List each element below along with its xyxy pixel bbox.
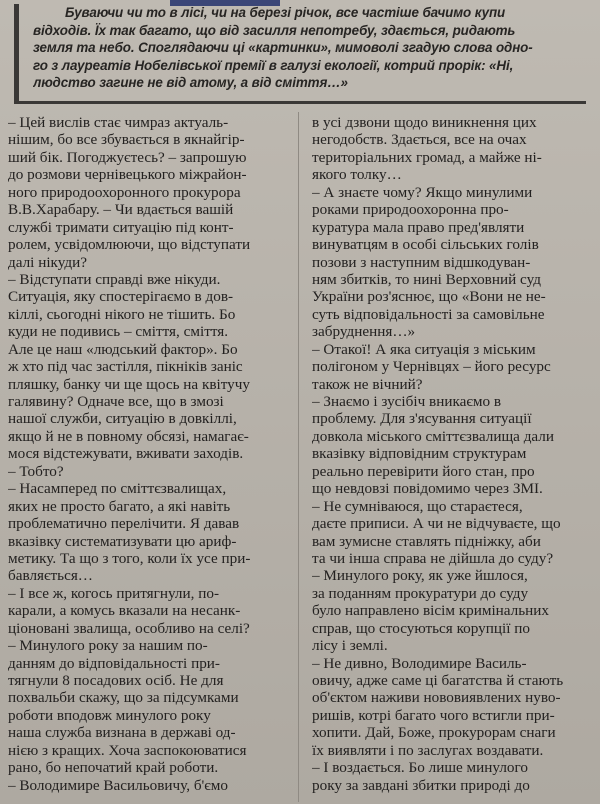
right-column-line: даєте приписи. А чи не відчуваєте, що [312,515,561,533]
left-column-line: ного природоохоронного прокурора [8,183,241,201]
left-column-line: мося відстежувати, вживати заходів. [8,445,244,463]
left-column-line: вказівку систематизувати цю ариф- [8,532,237,550]
left-column-line: – Відступати справді вже нікуди. [8,270,221,288]
left-column-line: тягнули 8 посадових осіб. Не для [8,672,224,689]
lead-paragraph [14,4,586,104]
right-column-line: лісу і землі. [312,637,388,655]
right-column-line: роками природоохоронна про- [312,201,509,219]
right-column-line: було направлено вісім кримінальних [312,602,550,620]
right-column-line: якого толку… [312,166,402,184]
left-column-line: нішим, бо все збувається в якнайгір- [8,131,245,149]
left-column-line: ролем, усвідомлюючи, що відступати [8,236,251,254]
right-column-line: – А знаєте чому? Якщо минулими [312,183,533,201]
left-column-line: карали, а комусь вказали на несанк- [8,602,241,620]
left-column-line: Але це наш «людський фактор». Бо [8,340,238,358]
right-column-line: куратура мала право пред'являти [312,218,525,236]
left-column-line: службі тримати ситуацію під конт- [8,218,234,236]
right-column-line: в усі дзвони щодо виникнення цих [312,114,537,131]
left-column-line: В.В.Харабару. – Чи вдається вашій [8,201,234,219]
left-column-line: – Цей вислів стає чимраз актуаль- [8,114,229,131]
right-column-line: ришів, котрі багато чого встигли при- [312,706,555,724]
lead-line: го з лауреатів Нобелівської премії в галузі екології, котрий прорік: «Ні, [33,57,514,73]
right-column-line: негодобств. Здається, все на очах [312,131,527,149]
right-column-line: вказівку відповідним структурам [312,445,527,463]
right-column-line: територіальних громад, а майже ні- [312,148,542,166]
right-column-line: суть відповідальності за самовільне [312,305,545,323]
left-column-line: похвальби скажу, що за підсумками [8,689,239,707]
left-column-line: ж хто під час застілля, пікніків заніс [8,358,243,376]
left-column-line: – І все ж, когось притягнули, по- [8,584,219,602]
left-column-line: метику. Та що з того, коли їх усе при- [8,549,251,567]
right-column-line: справ, що стосуються корупції по [312,619,530,637]
left-column-line: – Тобто? [8,462,64,480]
right-column [312,114,596,802]
left-column-line: наша служба визнана в державі од- [8,724,236,742]
left-column-line: данням до відповідальності при- [8,654,220,672]
right-column-line: року за завдані збитки природі до [312,776,530,794]
right-column-line: вам зумисне ставлять підніжку, аби [312,532,541,550]
right-column-line: також не вічний? [312,375,423,393]
left-column-line: проблематично перелічити. Я давав [8,515,240,533]
right-column-line: – І воздається. Бо лише минулого [312,759,528,777]
left-column-line: куди не подивись – сміття, сміття. [8,323,229,341]
left-column-line: пляшку, банку чи ще щось на квітучу [8,375,250,393]
column-divider [298,112,299,802]
right-column-line: за поданням прокуратури до суду [312,584,529,602]
left-column-line: нашої служби, ситуацію в довкіллі, [8,410,237,428]
left-column-line: рано, бо непочатий край роботи. [8,759,219,777]
right-column-line: що невдовзі повідомимо через ЗМІ. [312,480,543,498]
left-column-line: галявину? Одначе все, що в змозі [8,393,224,410]
left-column-line: якщо й не в повному обсязі, намагає- [8,427,249,445]
left-column-line: яких не просто багато, а які навіть [8,497,231,515]
left-column-line: далі нікуди? [8,253,87,271]
lead-line: людство загине не від атому, а від сміття…» [33,75,348,91]
right-column-line: – Минулого року, як уже йшлося, [312,567,528,585]
lead-line: Буваючи чи то в лісі, чи на березі річок, все частіше бачимо купи [65,5,506,20]
right-column-line: полігоном у Чернівцях – його ресурс [312,358,551,376]
right-column-line: та чи інша справа не дійшла до суду? [312,549,554,567]
left-column-line: Ситуація, яку спостерігаємо в дов- [8,288,234,306]
lead-line: відходів. Їх так багато, що від засилля непотребу, здається, ридають [33,22,516,38]
left-column-line: роботи вподовж минулого року [8,706,211,724]
right-column-line: хопити. Дай, Боже, прокурорам снаги [312,724,556,742]
right-column-line: реально перевірити його стан, про [312,462,535,480]
right-column-line: об'єктом наживи нововиявлених нуво- [312,689,561,707]
right-column-line: овичу, адже саме ці багатства й стають [312,672,564,689]
right-column-line: – Знаємо і зусібіч вникаємо в [312,393,502,410]
left-column-line: – Насамперед по сміттєзвалищах, [8,480,227,498]
right-column-line: винуватцям в особі сільських голів [312,236,539,254]
right-column-line: забруднення…» [312,323,416,341]
left-column-line: ший бік. Погоджуєтесь? – запрошую [8,148,247,166]
left-column-line: – Володимире Васильовичу, б'ємо [8,776,229,794]
left-column-line: кіллі, сьогодні нікого не тішить. Бо [8,305,236,323]
right-column-line: їх виявляти і по заслугах воздавати. [312,741,544,759]
right-column-line: України роз'яснює, що «Вони не не- [312,288,546,306]
left-column-line: ціоновані звалища, особливо на селі? [8,619,250,637]
left-column-line: – Минулого року за нашим по- [8,637,208,655]
right-column-line: – Не дивно, Володимире Василь- [312,654,527,672]
left-column [8,114,292,802]
lead-line: земля та небо. Споглядаючи ці «картинки», мимоволі згадую слова одно- [33,40,533,56]
right-column-line: проблему. Для з'ясування ситуації [312,410,532,428]
left-column-line: бавляється… [8,567,93,585]
left-column-line: нією з кращих. Хоча заспокоюватися [8,741,247,759]
right-column-line: позови з наступним відшкодуван- [312,253,531,271]
right-column-line: ням збитків, то нині Верховний суд [312,270,541,288]
right-column-line: довкола міського сміттєзвалища дали [312,427,555,445]
left-column-line: до розмови чернівецького міжрайон- [8,166,247,184]
right-column-line: – Не сумніваюся, що стараєтеся, [312,497,523,515]
right-column-line: – Отакої! А яка ситуація з міським [312,340,536,358]
